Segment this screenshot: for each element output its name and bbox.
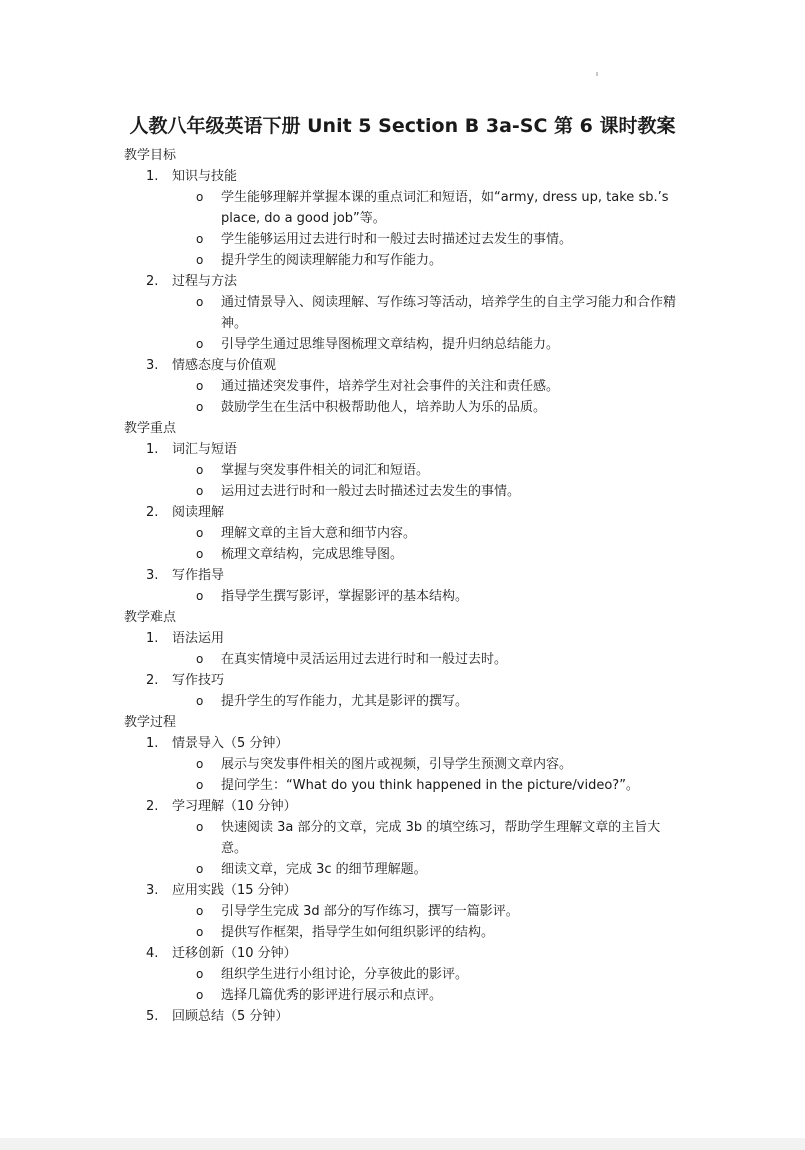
bullet-text: 运用过去进行时和一般过去时描述过去发生的事情。 [221, 484, 521, 499]
bullet-item [0, 586, 805, 607]
item-label: 迁移创新（10 分钟） [172, 946, 297, 961]
numbered-item [0, 943, 805, 964]
bullet-circle-icon: o [196, 337, 204, 351]
bullet-circle-icon: o [196, 589, 204, 603]
item-number: 2. [146, 673, 159, 688]
item-label: 知识与技能 [172, 169, 238, 184]
bullet-item [0, 775, 805, 796]
numbered-item [0, 733, 805, 754]
bullet-text: 掌握与突发事件相关的词汇和短语。 [221, 463, 430, 478]
bullet-text: 细读文章，完成 3c 的细节理解题。 [221, 862, 427, 877]
item-label: 写作指导 [172, 568, 225, 583]
section-heading: 教学目标 [124, 148, 177, 163]
bullet-text: 引导学生完成 3d 部分的写作练习，撰写一篇影评。 [221, 904, 519, 919]
bullet-item [0, 649, 805, 670]
bullet-text: 学生能够理解并掌握本课的重点词汇和短语，如“army, dress up, take sb.’s place, do a good job”等。 [221, 190, 669, 226]
bullet-circle-icon: o [196, 232, 204, 246]
item-number: 1. [146, 631, 159, 646]
document-body [0, 145, 805, 1027]
bullet-text: 快速阅读 3a 部分的文章，完成 3b 的填空练习，帮助学生理解文章的主旨大意。 [221, 820, 661, 856]
item-number: 2. [146, 274, 159, 289]
item-number: 3. [146, 358, 159, 373]
bullet-text: 梳理文章结构，完成思维导图。 [221, 547, 404, 562]
bullet-text: 展示与突发事件相关的图片或视频，引导学生预测文章内容。 [221, 757, 573, 772]
item-label: 阅读理解 [172, 505, 225, 520]
bullet-item [0, 376, 805, 397]
bullet-text: 鼓励学生在生活中积极帮助他人，培养助人为乐的品质。 [221, 400, 547, 415]
item-number: 2. [146, 799, 159, 814]
bullet-circle-icon: o [196, 862, 204, 876]
bullet-text: 提供写作框架，指导学生如何组织影评的结构。 [221, 925, 495, 940]
bullet-item [0, 460, 805, 481]
bullet-text: 引导学生通过思维导图梳理文章结构，提升归纳总结能力。 [221, 337, 560, 352]
bullet-circle-icon: o [196, 988, 204, 1002]
item-number: 5. [146, 1009, 159, 1024]
bullet-item [0, 250, 805, 271]
item-label: 写作技巧 [172, 673, 225, 688]
bullet-circle-icon: o [196, 463, 204, 477]
numbered-item [0, 880, 805, 901]
bullet-item [0, 292, 805, 334]
item-number: 3. [146, 568, 159, 583]
numbered-item [0, 439, 805, 460]
corner-mark [596, 72, 598, 76]
bullet-circle-icon: o [196, 925, 204, 939]
bullet-item [0, 544, 805, 565]
numbered-item [0, 1006, 805, 1027]
item-label: 情景导入（5 分钟） [172, 736, 289, 751]
numbered-item [0, 271, 805, 292]
bullet-text: 组织学生进行小组讨论，分享彼此的影评。 [221, 967, 469, 982]
item-number: 2. [146, 505, 159, 520]
numbered-item [0, 796, 805, 817]
item-number: 1. [146, 169, 159, 184]
bullet-circle-icon: o [196, 778, 204, 792]
bullet-circle-icon: o [196, 757, 204, 771]
bullet-item [0, 229, 805, 250]
bullet-item [0, 817, 805, 859]
item-label: 回顾总结（5 分钟） [172, 1009, 289, 1024]
page-bottom-edge [0, 1138, 805, 1150]
bullet-item [0, 964, 805, 985]
bullet-item [0, 397, 805, 418]
bullet-circle-icon: o [196, 652, 204, 666]
bullet-text: 提升学生的阅读理解能力和写作能力。 [221, 253, 443, 268]
bullet-text: 通过描述突发事件，培养学生对社会事件的关注和责任感。 [221, 379, 560, 394]
numbered-item [0, 166, 805, 187]
item-label: 过程与方法 [172, 274, 238, 289]
bullet-circle-icon: o [196, 400, 204, 414]
bullet-circle-icon: o [196, 694, 204, 708]
bullet-circle-icon: o [196, 379, 204, 393]
bullet-circle-icon: o [196, 904, 204, 918]
bullet-text: 提问学生：“What do you think happened in the picture/video?”。 [221, 778, 639, 793]
bullet-circle-icon: o [196, 484, 204, 498]
item-number: 1. [146, 442, 159, 457]
bullet-text: 通过情景导入、阅读理解、写作练习等活动，培养学生的自主学习能力和合作精神。 [221, 295, 677, 331]
bullet-item [0, 754, 805, 775]
section-heading: 教学过程 [124, 715, 177, 730]
bullet-item [0, 922, 805, 943]
bullet-circle-icon: o [196, 190, 204, 204]
bullet-circle-icon: o [196, 526, 204, 540]
item-number: 4. [146, 946, 159, 961]
bullet-item [0, 691, 805, 712]
bullet-text: 在真实情境中灵活运用过去进行时和一般过去时。 [221, 652, 508, 667]
item-number: 3. [146, 883, 159, 898]
numbered-item [0, 565, 805, 586]
bullet-text: 选择几篇优秀的影评进行展示和点评。 [221, 988, 443, 1003]
bullet-circle-icon: o [196, 967, 204, 981]
bullet-text: 提升学生的写作能力，尤其是影评的撰写。 [221, 694, 469, 709]
item-label: 应用实践（15 分钟） [172, 883, 297, 898]
bullet-text: 理解文章的主旨大意和细节内容。 [221, 526, 417, 541]
section-heading: 教学难点 [124, 610, 177, 625]
numbered-item [0, 355, 805, 376]
bullet-text: 学生能够运用过去进行时和一般过去时描述过去发生的事情。 [221, 232, 573, 247]
item-label: 情感态度与价值观 [172, 358, 277, 373]
bullet-circle-icon: o [196, 820, 204, 834]
bullet-item [0, 859, 805, 880]
item-label: 学习理解（10 分钟） [172, 799, 297, 814]
item-label: 词汇与短语 [172, 442, 238, 457]
bullet-item [0, 481, 805, 502]
numbered-item [0, 502, 805, 523]
bullet-text: 指导学生撰写影评，掌握影评的基本结构。 [221, 589, 469, 604]
bullet-circle-icon: o [196, 547, 204, 561]
section-heading: 教学重点 [124, 421, 177, 436]
bullet-item [0, 985, 805, 1006]
bullet-circle-icon: o [196, 295, 204, 309]
bullet-item [0, 187, 805, 229]
item-number: 1. [146, 736, 159, 751]
item-label: 语法运用 [172, 631, 225, 646]
bullet-item [0, 523, 805, 544]
bullet-item [0, 334, 805, 355]
numbered-item [0, 670, 805, 691]
bullet-circle-icon: o [196, 253, 204, 267]
numbered-item [0, 628, 805, 649]
bullet-item [0, 901, 805, 922]
document-title: 人教八年级英语下册 Unit 5 Section B 3a-SC 第 6 课时教案 [129, 115, 676, 137]
